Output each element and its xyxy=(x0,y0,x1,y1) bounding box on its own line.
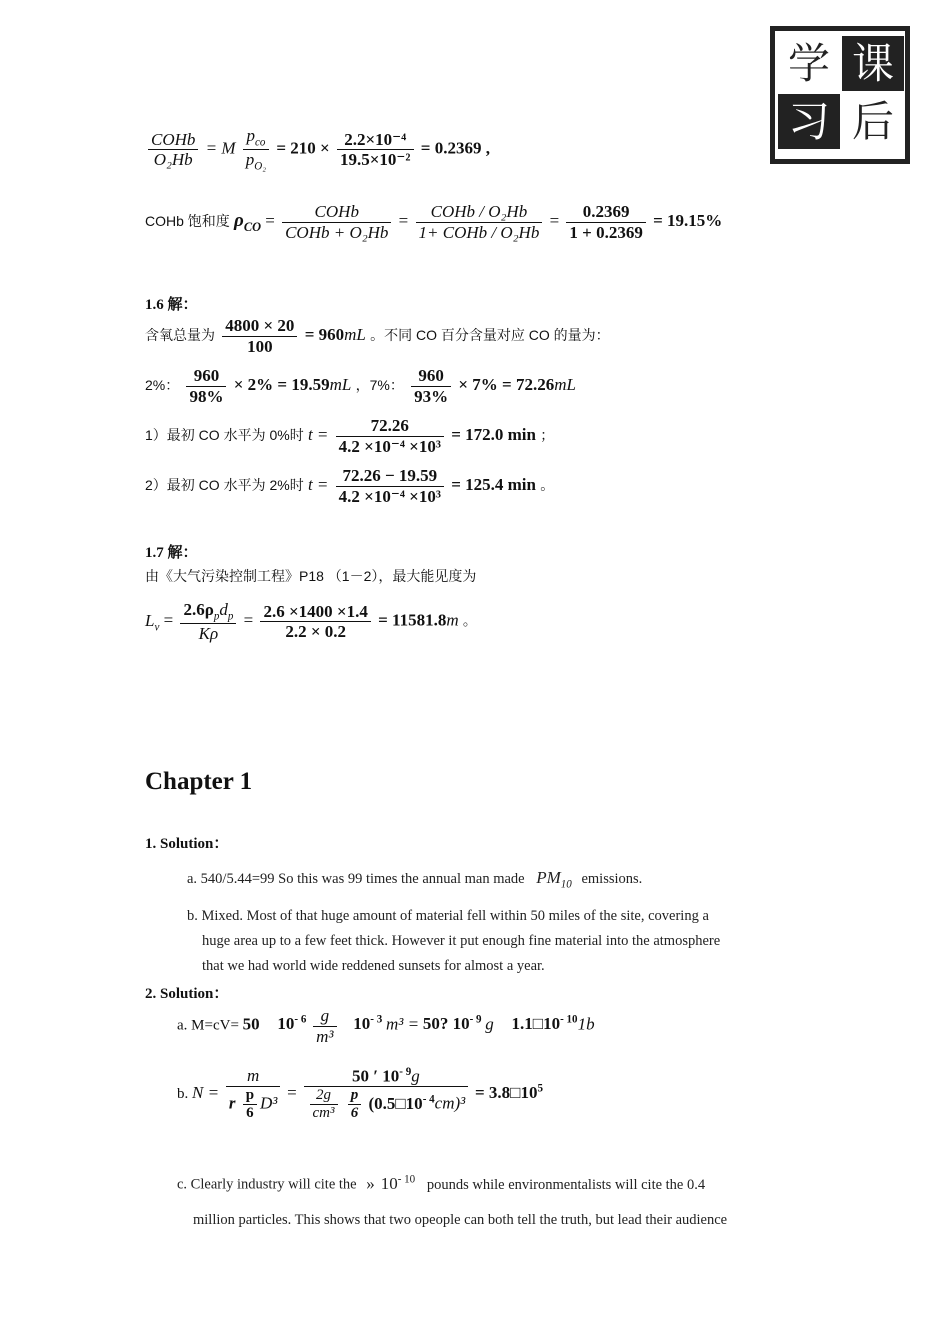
equation-saturation: COHb 饱和度 $\rho_{CO}$ = $\frac{\text{COHb}}{\text{COHb + O₂Hb}}$ = $\frac{\text{COHb / O₂Hb}}{\text{1+ COHb / O₂Hb}}$ = $\frac{0.2369}{1 + 0.2369}$ = 19.15% xyxy=(145,202,723,242)
sol2-b: b. N = m r $\frac{p}{6}$ D³ = 50 ′ $10^{- 9}g$ $\frac{2g}{\text{cm³}}$ $\frac{p}{6}$ $(0.5□10^{- 4}cm)^3$ = $3.8□10^5$ xyxy=(177,1066,543,1122)
sec17-equation: $L_v$ = $\frac{2.6\rho_pd_p}{K\rho}$ = $\frac{2.6 \times 1400 \times 1.4}{2.2 \times 0.2}$ = 11581.8m 。 xyxy=(145,600,477,644)
equation-ratio: $\frac{\text{COHb}}{\text{O₂Hb}}$ = M $\frac{p_{co}}{p_{O_2}}$ = 210 × $\frac{\text{2.2×10⁻⁴}}{\text{19.5×10⁻²}}$ = 0.2369 , xyxy=(145,126,490,173)
logo-char-2: 课 xyxy=(842,36,904,91)
logo-stamp xyxy=(766,20,916,170)
logo-char-1: 学 xyxy=(778,36,840,91)
sec16-line3: 1）最初 CO 水平为 0%时 t = $\frac{72.26}{\text{4.2 ×10⁻⁴ ×10³}}$ = 172.0 min ； xyxy=(145,416,555,456)
sec16-line2: 2%： $\frac{960}{98\%}$ × 2% = 19.59mL ，7%： $\frac{960}{93\%}$ × 7% = 72.26mL xyxy=(145,366,576,406)
section-1-6-heading: 1.6 解： xyxy=(145,297,198,313)
chapter-title: Chapter 1 xyxy=(145,768,253,795)
sec17-line1: 由《大气污染控制工程》P18 （1－2），最大能见度为 xyxy=(145,568,477,584)
sec16-line1: 含氧总量为 $\frac{4800 \times 20}{100}$ = 960mL 。不同 CO 百分含量对应 CO 的量为： xyxy=(145,316,610,356)
section-1-7-heading: 1.7 解： xyxy=(145,545,198,561)
sol2-a: a. M=cV= 50 $10^{- 6}$ $\frac{g}{\text{m³}}$ $10^{- 3}$ m³ = 50? $10^{- 9}$ g $1.1□10^{- 10}1b$ xyxy=(177,1006,595,1046)
logo-char-4: 后 xyxy=(842,94,904,149)
sol1-a: a. 540/5.44=99 So this was 99 times the annual man made $PM_{10}$ emissions. xyxy=(187,868,643,891)
sec16-line4: 2）最初 CO 水平为 2%时 t = $\frac{72.26 - 19.59}{\text{4.2 ×10⁻⁴ ×10³}}$ = 125.4 min 。 xyxy=(145,466,555,506)
sol2-c: c. Clearly industry will cite the » $10^{- 10}$ pounds while environmentalists will cite the 0.4 million particles. This shows that two opeople can both tell the truth, but lead their audience xyxy=(177,1173,728,1228)
solution-1-heading: 1. Solution： xyxy=(145,836,229,852)
solution-2-heading: 2. Solution： xyxy=(145,986,229,1002)
sol1-b: b. Mixed. Most of that huge amount of material fell within 50 miles of the site, covering a huge area up to a few feet thick. However it put enough fine material into the atmosphere that we had world wide reddened sunsets for almost a year. xyxy=(187,908,721,974)
logo-char-3: 习 xyxy=(778,94,840,149)
